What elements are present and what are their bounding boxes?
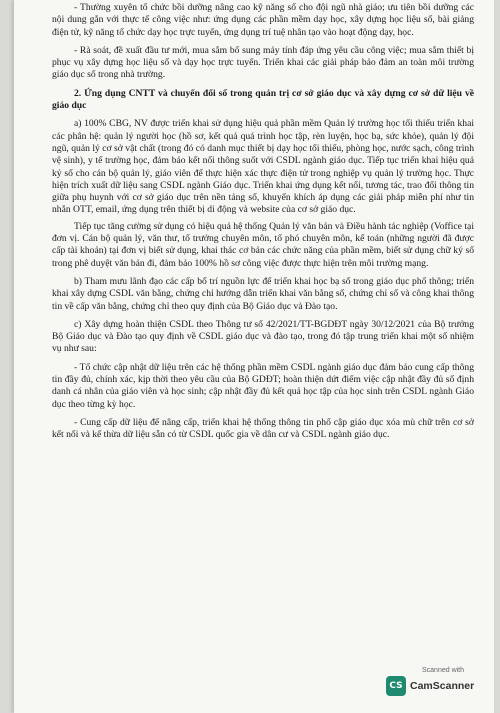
paragraph-voffice: Tiếp tục tăng cường sử dụng có hiệu quả hệ thống Quản lý văn bản và Điều hành tác nghiệp (Voffice tại đơn vị. Cán bộ quản lý, văn thư, tổ trưởng chuyên môn, tổ phó chuyên môn, kế toán (những người đã được cấp tài khoản) tại đơn vị biết sử dụng, khai thác cơ bản các chức năng của phần mềm, biết sử dụng chữ ký số trong phê duyệt văn bản đi, đảm bảo 100% hồ sơ công việc được thực hiện trên môi trường mạng. (52, 220, 474, 269)
paragraph-training: - Thường xuyên tổ chức bồi dưỡng nâng cao kỹ năng số cho đội ngũ nhà giáo; ưu tiên bồi dưỡng các nội dung gắn với thực tế công việc như: ứng dụng các phần mềm dạy học, xây dựng học liệu số, bài giảng điện tử, kỹ năng tổ chức dạy học trực tuyến, ứng dụng trí tuệ nhân tạo vào hoạt động dạy, học. (52, 2, 474, 38)
document-page (14, 0, 494, 713)
paragraph-literacy-data: - Cung cấp dữ liệu để nâng cấp, triển khai hệ thống thông tin phổ cập giáo dục xóa mù chữ trên cơ sở kết nối và kế thừa dữ liệu sẵn có từ CSDL quốc gia về dân cư và CSDL ngành giáo dục. (52, 416, 474, 441)
paragraph-data-update: - Tổ chức cập nhật dữ liệu trên các hệ thống phần mềm CSDL ngành giáo dục đảm bảo cung cấp thông tin đầy đủ, chính xác, kịp thời theo yêu cầu của Bộ GDĐT; hoàn thiện dứt điểm việc cập nhật đầy đủ số định danh cá nhân của giáo viên và học sinh; cập nhật đầy đủ kết quả học tập của học sinh trên CSDL ngành Giáo dục theo từng kỳ học. (52, 361, 474, 410)
paragraph-school-management: a) 100% CBG, NV được triển khai sử dụng hiệu quả phần mềm Quản lý trường học tối thiểu triển khai các phân hệ: quản lý người học (hồ sơ, kết quả quá trình học tập, rèn luyện, học bạ, sức khỏe), quản lý đội ngũ, quản lý cơ sở vật chất (trong đó có danh mục thiết bị dạy học tối thiểu, phòng học, nước sạch, công trình vệ sinh), y tế trường học, đảm bảo kết nối thông suốt với CSDL ngành giáo dục. Tiếp tục triển khai hiệu quả ký số cho cán bộ quản lý, giáo viên để thực hiện xác thực điện tử trong nghiệp vụ quản lý trường học. Thực hiện trích xuất dữ liệu sang CSDL ngành Giáo dục. Triển khai ứng dụng kết nối, tương tác, trao đổi thông tin giữa phụ huynh với cơ sở giáo dục trên nền tảng số, khuyến khích áp dụng các giải pháp miễn phí như tin nhắn OTT, email, ứng dụng trên thiết bị di động và website của cơ sở giáo dục. (52, 118, 474, 216)
watermark-caption: Scanned with (421, 667, 465, 674)
paragraph-digital-records: b) Tham mưu lãnh đạo các cấp bố trí nguồn lực để triển khai học bạ số trong giáo dục phổ thông; triển khai xây dựng CSDL văn bằng, chứng chỉ hướng dẫn triển khai văn bằng số, chứng chỉ số và công khai thông tin về cấp văn bằng, chứng chỉ theo quy định của Bộ Giáo dục và Đào tạo. (52, 275, 474, 312)
camscanner-watermark (386, 667, 482, 701)
paragraph-database-circular: c) Xây dựng hoàn thiện CSDL theo Thông tư số 42/2021/TT-BGDĐT ngày 30/12/2021 của Bộ trưởng Bộ Giáo dục và Đào tạo quy định về CSDL giáo dục và đào tạo, trong đó tập trung triển khai một số nhiệm vụ như sau: (52, 318, 474, 355)
camscanner-logo-icon: CS (386, 676, 406, 696)
watermark-brand: CamScanner (410, 680, 475, 692)
paragraph-equipment: - Rà soát, đề xuất đầu tư mới, mua sắm bổ sung máy tính đáp ứng yêu cầu công việc; mua sắm thiết bị phục vụ xây dựng học liệu số và dạy học trực tuyến. Triển khai các giải pháp bảo đảm an toàn môi trường giáo dục số trong nhà trường. (52, 44, 474, 81)
document-body (52, 2, 474, 448)
section-heading: 2. Ứng dụng CNTT và chuyển đổi số trong quản trị cơ sở giáo dục và xây dựng cơ sở dữ liệu về giáo dục (52, 87, 474, 112)
